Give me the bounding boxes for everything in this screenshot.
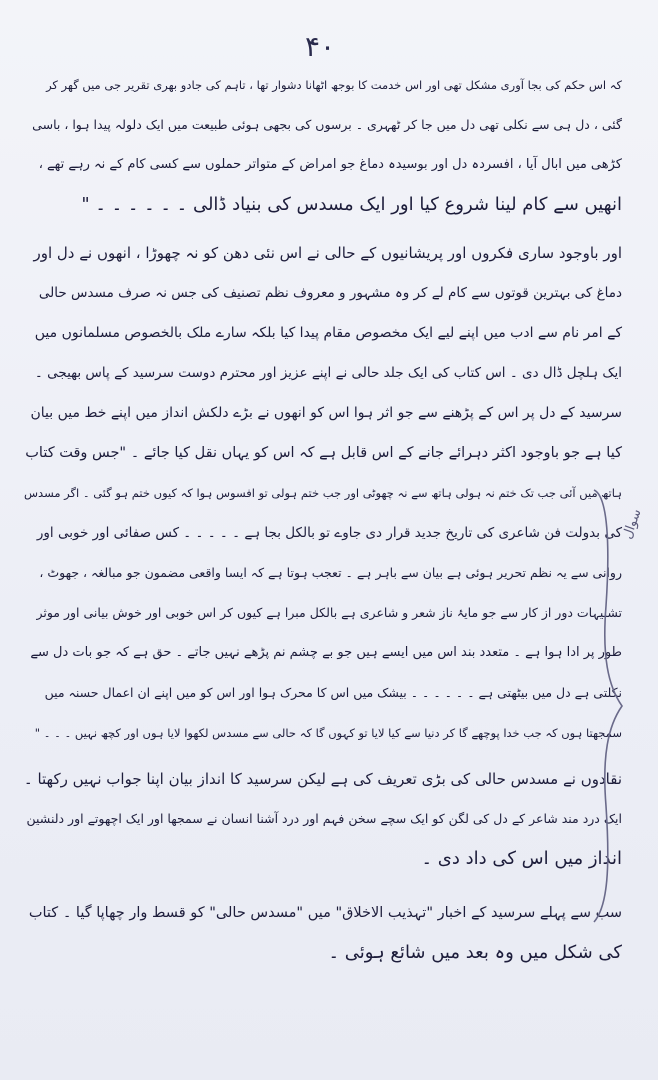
text-line: سب سے پہلے سرسید کے اخبار "تہذیب الاخلاق" میں "مسدس حالی" کو قسط وار چھاپا گیا ۔ کتاب (28, 905, 622, 921)
text-line: نقادوں نے مسدس حالی کی بڑی تعریف کی ہے لیکن سرسید کا انداز بیان اپنا جواب نہیں رکھتا ۔ (23, 770, 622, 788)
text-line: اور باوجود ساری فکروں اور پریشانیوں کے حالی نے اس نئی دھن کو نہ چھوڑا ، انھوں نے دل اور (33, 244, 622, 262)
text-line: روانی سے یہ نظم تحریر ہوئی ہے بیان سے باہر ہے ۔ تعجب ہوتا ہے کہ ایسا واقعی مضمون جو مبالغہ ، جھوٹ ، (39, 565, 622, 580)
pencil-bracket-mark (588, 486, 628, 926)
text-line: ہاتھ میں آئی جب تک ختم نہ ہولی ہاتھ سے نہ چھوٹی اور جب ختم ہولی تو افسوس ہوا کہ کیوں ختم ہو گئی ۔ اگر مسدس (24, 486, 622, 500)
text-line: تشبیہات دور از کار سے جو مایۂ ناز شعر و شاعری ہے بالکل مبرا ہے کیوں کر اس خوبی اور خوش بیانی اور موثر (36, 605, 622, 620)
text-line: دماغ کی بہترین قوتوں سے کام لے کر وہ مشہور و معروف نظم تصنیف کی جس نہ صرف مسدس حالی (38, 285, 622, 301)
page-number: ۴۰ (304, 30, 336, 63)
text-line: ایک درد مند شاعر کے دل کی لگن کو ایک سچے سخن فہم اور درد آشنا انسان نے سمجھا اور ایک اچھوتے اور دلنشین (26, 811, 622, 826)
margin-note: سوال (620, 507, 645, 542)
text-line: کی شکل میں وہ بعد میں شائع ہوئی ۔ (328, 942, 622, 963)
text-line: نکلتی ہے دل میں بیٹھتی ہے ۔ ۔ ۔ ۔ ۔ ۔ بیشک میں اس کا محرک ہوا اور اس کو میں اپنے ان اعمال حسنہ میں (44, 685, 622, 700)
text-line: طور پر ادا ہوا ہے ۔ متعدد بند اس میں ایسے ہیں جو بے چشم نم پڑھے نہیں جاتے ۔ حق ہے کہ جو بات دل سے (30, 645, 622, 660)
text-line: کیا ہے جو باوجود اکثر دہرائے جانے کے اس قابل ہے کہ اس کو یہاں نقل کیا جائے ۔ "جس وقت کتاب (25, 445, 622, 461)
text-line: ایک ہلچل ڈال دی ۔ اس کتاب کی ایک جلد حالی نے اپنے عزیز اور محترم دوست سرسید کے پاس بھیجی ۔ (34, 365, 622, 381)
text-line: کڑھی میں ابال آیا ، افسردہ دل اور بوسیدہ دماغ جو امراض کے متواتر حملوں سے کسی کام کے نہ رہے تھے ، (38, 157, 622, 172)
text-line: کہ اس حکم کی بجا آوری مشکل تھی اور اس خدمت کا بوجھ اٹھانا دشوار تھا ، تاہم کی جادو بھری تقریر جی میں گھر کر (46, 78, 622, 92)
text-line: سمجھتا ہوں کہ جب خدا پوچھے گا کر دنیا سے کیا لایا تو کہوں گا کہ حالی سے مسدس لکھوا لایا ہوں اور کچھ نہیں ۔ ۔ ۔ " (34, 726, 622, 740)
text-line: سرسید کے دل پر اس کے پڑھنے سے جو اثر ہوا اس کو انھوں نے بڑے دلکش انداز میں اپنے خط میں بیان (30, 405, 622, 421)
text-line: کی بدولت فن شاعری کی تاریخ جدید قرار دی جاوے تو بالکل بجا ہے ۔ ۔ ۔ ۔ ۔ کس صفائی اور خوبی اور (36, 525, 622, 541)
text-line: انھیں سے کام لینا شروع کیا اور ایک مسدس کی بنیاد ڈالی ۔ ۔ ۔ ۔ ۔ ۔ " (81, 194, 622, 215)
text-line: گئی ، دل ہی سے نکلی تھی دل میں جا کر ٹھہری ۔ برسوں کی بجھی ہوئی طبیعت میں ایک دلولہ پیدا ہوا ، باسی (32, 117, 622, 132)
text-line: انداز میں اس کی داد دی ۔ (421, 848, 622, 869)
text-line: کے امر نام سے ادب میں اپنے لیے ایک مخصوص مقام پیدا کیا بلکہ سارے ملک بالخصوص مسلمانوں میں (34, 325, 622, 341)
